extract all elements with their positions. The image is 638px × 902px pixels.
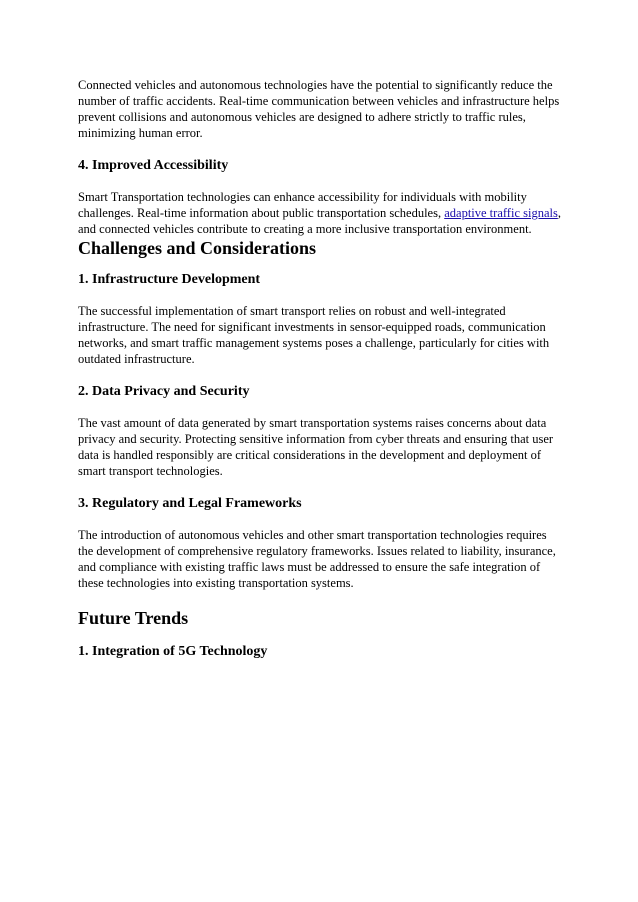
heading-data-privacy-security: 2. Data Privacy and Security [78, 384, 250, 399]
paragraph-accessibility-text-start: Smart Transportation technologies can enhance accessibility for individuals with mobility challenges. Real-time information about public transportation schedules, [78, 190, 527, 220]
document-page [78, 77, 563, 661]
paragraph-safety: Connected vehicles and autonomous technologies have the potential to significantly reduce the number of traffic accidents. Real-time communication between vehicles and infrastructure helps prevent collisions and autonomous vehicles are designed to adhere strictly to traffic rules, minimizing human error. [78, 78, 560, 140]
paragraph-accessibility [78, 189, 563, 237]
heading-infrastructure-development: 1. Infrastructure Development [78, 272, 261, 287]
heading-improved-accessibility: 4. Improved Accessibility [78, 158, 229, 173]
heading-future-trends: Future Trends [78, 608, 189, 628]
paragraph-infrastructure: The successful implementation of smart transport relies on robust and well-integrated infrastructure. The need for significant investments in sensor-equipped roads, communication networks, and smart traffic management systems poses a challenge, particularly for cities with outdated infrastructure. [78, 304, 550, 366]
paragraph-privacy: The vast amount of data generated by smart transportation systems raises concerns about data privacy and security. Protecting sensitive information from cyber threats and ensuring that user data is handled responsibly are critical considerations in the development and deployment of smart transport technologies. [78, 416, 554, 478]
paragraph-regulatory: The introduction of autonomous vehicles and other smart transportation technologies requires the development of comprehensive regulatory frameworks. Issues related to liability, insurance, and compliance with existing traffic laws must be addressed to ensure the safe integration of these technologies into existing transportation systems. [78, 528, 556, 590]
heading-challenges-considerations: Challenges and Considerations [78, 238, 317, 258]
adaptive-traffic-signals-link[interactable]: adaptive traffic signals [444, 206, 558, 220]
heading-integration-5g: 1. Integration of 5G Technology [78, 644, 268, 659]
paragraph-accessibility-text-end: , and connected vehicles contribute to creating a more inclusive transportation environment. [78, 206, 561, 236]
heading-regulatory-legal: 3. Regulatory and Legal Frameworks [78, 496, 302, 511]
